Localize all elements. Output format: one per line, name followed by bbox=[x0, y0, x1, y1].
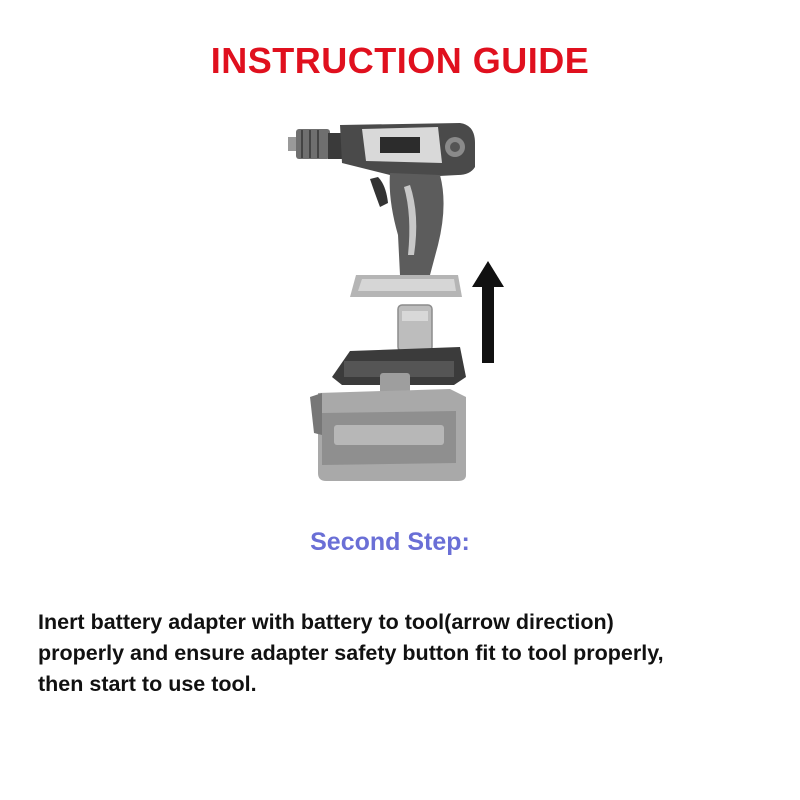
battery-pack-icon bbox=[310, 389, 466, 481]
page-title: INSTRUCTION GUIDE bbox=[210, 40, 590, 81]
instruction-illustration bbox=[270, 115, 530, 490]
cordless-drill-icon bbox=[288, 123, 475, 297]
step-heading: Second Step: bbox=[310, 528, 470, 556]
instruction-line: Inert battery adapter with battery to tool(arrow direction) bbox=[38, 610, 614, 634]
instruction-line: then start to use tool. bbox=[38, 672, 257, 696]
up-arrow-icon bbox=[472, 261, 504, 363]
instruction-text bbox=[38, 607, 778, 700]
instruction-line: properly and ensure adapter safety button fit to tool properly, bbox=[38, 641, 664, 665]
